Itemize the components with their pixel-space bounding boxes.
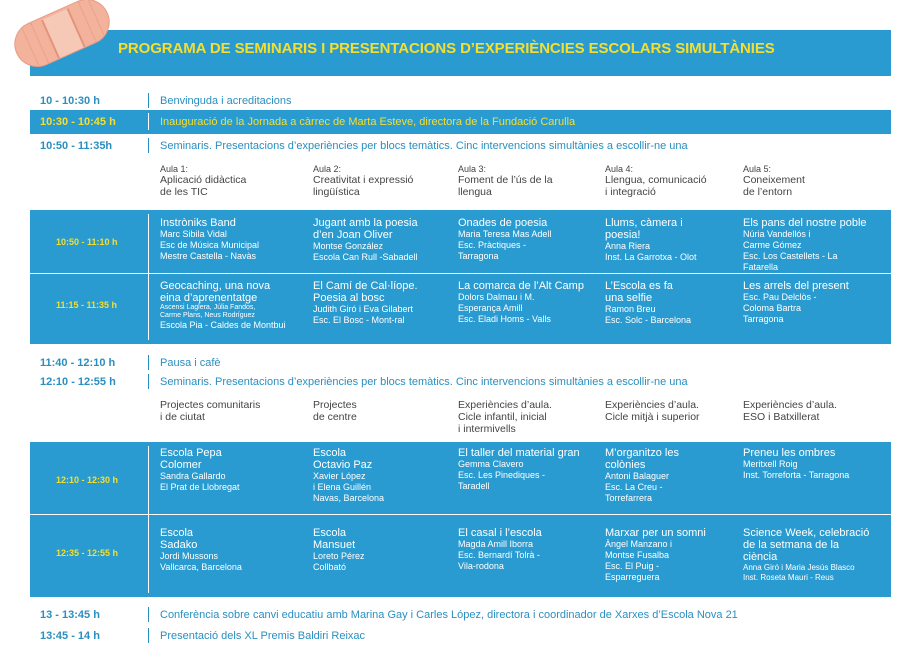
divider [148,113,149,130]
session-card: Escola Octavio Paz Xavier López i Elena Guillén Navas, Barcelona [313,447,385,503]
divider [148,93,149,108]
seminars1-time: 10:50 - 11:35h [40,140,113,152]
block2-heading: Projectes de centre [313,399,357,423]
divider [148,374,149,389]
seminars2-text: Seminaris. Presentacions d’experiències per blocs temàtics. Cinc intervencions simultànies a escollir-ne una [160,376,688,388]
page-title: PROGRAMA DE SEMINARIS I PRESENTACIONS D’EXPERIÈNCIES ESCOLARS SIMULTÀNIES [118,40,775,57]
aula-2-heading: Aula 2: Creativitat i expressió lingüística [313,164,414,198]
session-card: Science Week, celebració de la setmana de la ciència Anna Giró i Maria Jesús Blasco Inst. Roseta Mauri - Reus [743,527,870,582]
seminars1-text: Seminaris. Presentacions d’experiències per blocs temàtics. Cinc intervencions simultànies a escollir-ne una [160,140,688,152]
block2-slot2-time: 12:35 - 12:55 h [56,548,119,558]
row-separator [30,273,891,274]
session-card: Les arrels del present Esc. Pau Delclòs - Coloma Bartra Tarragona [743,280,849,324]
welcome-time: 10 - 10:30 h [40,95,100,107]
row-separator [30,514,891,515]
session-card: Els pans del nostre poble Núria Vandellós i Carme Gómez Esc. Los Castellets - La Fatarella [743,217,867,272]
seminars2-time: 12:10 - 12:55 h [40,376,116,388]
welcome-text: Benvinguda i acreditacions [160,95,292,107]
session-card: Instròniks Band Marc Sibila Vidal Esc de Música Municipal Mestre Castella - Navàs [160,217,260,261]
block2-heading: Projectes comunitaris i de ciutat [160,399,261,423]
block1-slot2-time: 11:15 - 11:35 h [56,300,118,310]
divider [148,138,149,153]
aula-3-heading: Aula 3: Foment de l’ús de la llengua [458,164,553,198]
block2-heading: Experiències d’aula. Cicle infantil, inicial i intermivells [458,399,552,435]
session-card: El Camí de Cal·líope. Poesia al bosc Judith Giró i Eva Gilabert Esc. El Bosc - Mont-ral [313,280,418,325]
divider [148,214,149,340]
session-card: L’Escola es fa una selfie Ramon Breu Esc. Solc - Barcelona [605,280,692,325]
session-card: Jugant amb la poesia d’en Joan Oliver Montse González Escola Can Rull -Sabadell [313,217,418,262]
awards-text: Presentació dels XL Premis Baldiri Reixac [160,630,366,642]
pause-text: Pausa i cafè [160,357,221,369]
inauguration-time: 10:30 - 10:45 h [40,116,116,128]
block2-slot1-time: 12:10 - 12:30 h [56,475,119,485]
divider [148,355,149,370]
divider [148,607,149,622]
session-card: Escola Pepa Colomer Sandra Gallardo El Prat de Llobregat [160,447,240,492]
conference-text: Conferència sobre canvi educatiu amb Marina Gay i Carles López, directora i coordinador de Xarxes d’Escola Nova 21 [160,609,738,621]
aula-4-heading: Aula 4: Llengua, comunicació i integració [605,164,707,198]
awards-time: 13:45 - 14 h [40,630,100,642]
session-card: La comarca de l’Alt Camp Dolors Dalmau i M. Esperança Amill Esc. Eladi Homs - Valls [458,280,584,324]
session-card: Escola Sadako Jordi Mussons Vallcarca, Barcelona [160,527,242,572]
session-card: El casal i l’escola Magda Amill Iborra Esc. Bernardí Tolrà - Vila-rodona [458,527,542,571]
session-card: Marxar per un somni Àngel Manzano i Montse Fusalba Esc. El Puig - Esparreguera [605,527,706,582]
divider [148,628,149,643]
session-card: Geocaching, una nova eina d’aprenentatge Ascensi Laglera, Júlia Fandos, Carme Plans, Neus Rodríguez Escola Pia - Caldes de Montbui [160,280,286,330]
block1-slot1-time: 10:50 - 11:10 h [56,237,118,247]
session-card: Preneu les ombres Meritxell Roig Inst. Torreforta - Tarragona [743,447,850,480]
inauguration-text: Inauguració de la Jornada a càrrec de Marta Esteve, directora de la Fundació Carulla [160,116,576,128]
aula-1-heading: Aula 1: Aplicació didàctica de les TIC [160,164,247,198]
session-card: Llums, càmera i poesia! Anna Riera Inst. La Garrotxa - Olot [605,217,697,262]
block2-heading: Experiències d’aula. Cicle mitjà i superior [605,399,700,423]
divider [148,446,149,593]
session-card: M’organitzo les colònies Antoni Balaguer Esc. La Creu - Torrefarrera [605,447,679,503]
session-card: Onades de poesia Maria Teresa Mas Adell Esc. Pràctiques - Tarragona [458,217,552,261]
session-card: El taller del material gran Gemma Clavero Esc. Les Pinediques - Taradell [458,447,580,491]
session-card: Escola Mansuet Loreto Pérez Collbató [313,527,365,572]
block2-heading: Experiències d’aula. ESO i Batxillerat [743,399,837,423]
conference-time: 13 - 13:45 h [40,609,100,621]
pause-time: 11:40 - 12:10 h [40,357,116,369]
aula-5-heading: Aula 5: Coneixement de l’entorn [743,164,805,198]
